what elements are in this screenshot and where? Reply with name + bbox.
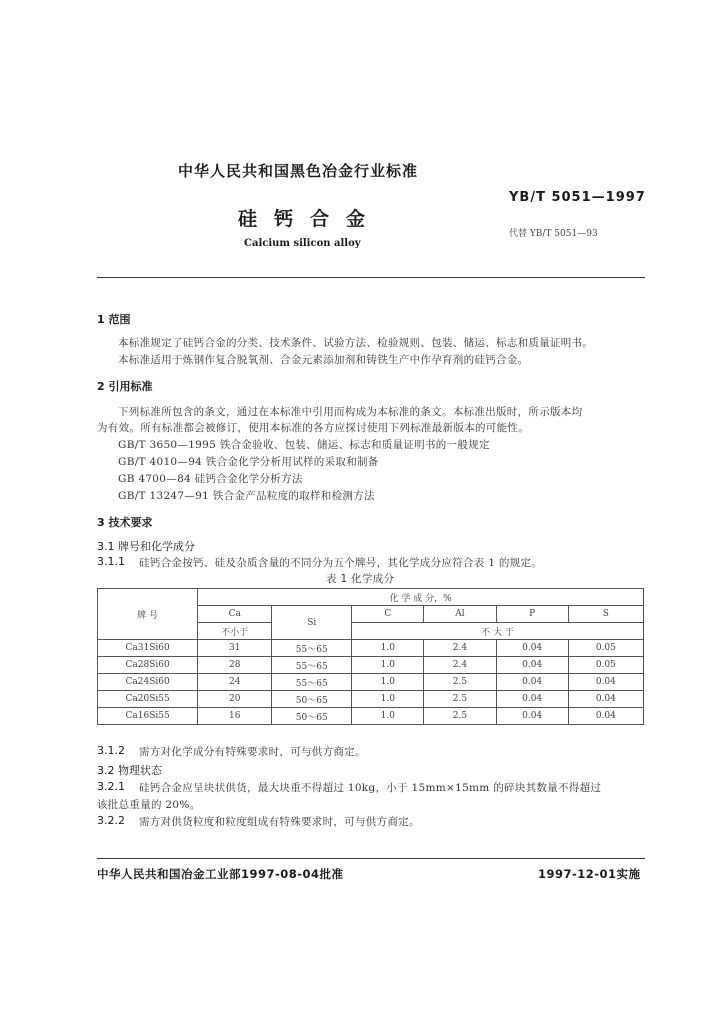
column-header-si: Si [272,606,352,640]
s-cell: 0.04 [568,708,643,725]
section-1-paragraph-2: 本标准适用于炼钢作复合脱氧剂、合金元素添加剂和铸铁生产中作孕育剂的硅钙合金。 [118,354,529,366]
standard-number: YB/T 5051—1997 [509,190,646,205]
grade-cell: Ca28Si60 [98,657,198,674]
grade-cell: Ca16Si55 [98,708,198,725]
ca-cell: 24 [198,674,272,691]
p-cell: 0.04 [496,674,568,691]
c-cell: 1.0 [352,691,424,708]
grade-cell: Ca31Si60 [98,640,198,657]
al-cell: 2.5 [424,708,496,725]
ca-cell: 28 [198,657,272,674]
s-cell: 0.05 [568,657,643,674]
c-cell: 1.0 [352,657,424,674]
reference-item: GB/T 13247—91 铁合金产品粒度的取样和检测方法 [118,490,375,502]
al-cell: 2.5 [424,691,496,708]
issuing-organization: 中华人民共和国黑色冶金行业标准 [178,162,419,180]
section-1-paragraph-1: 本标准规定了硅钙合金的分类、技术条件、试验方法、检验规则、包装、储运、标志和质量证明书。 [118,337,594,349]
table-row [98,691,644,708]
clause-3-2-2-text: 需方对供货粒度和粒度组成有特殊要求时，可与供方商定。 [139,816,420,828]
effective-date: 1997-12-01实施 [538,867,641,881]
section-3-2-heading: 3.2 物理状态 [97,764,162,777]
section-1-heading: 1 范围 [97,313,131,326]
c-cell: 1.0 [352,674,424,691]
reference-item: GB 4700—84 硅钙合金化学分析方法 [118,473,303,485]
c-cell: 1.0 [352,708,424,725]
grade-header: 牌 号 [98,589,198,640]
si-cell: 55～65 [272,640,352,657]
clause-3-1-2-number: 3.1.2 [97,744,125,757]
column-header-al: Al [424,606,496,623]
ca-cell: 20 [198,691,272,708]
clause-3-2-1-number: 3.2.1 [97,780,125,793]
chemical-composition-table [97,588,644,725]
reference-item: GB/T 4010—94 铁合金化学分析用试样的采取和制备 [118,456,379,468]
footer-divider [97,858,645,859]
p-cell: 0.04 [496,640,568,657]
s-cell: 0.04 [568,674,643,691]
column-header-p: P [496,606,568,623]
clause-3-2-1-text-line-2: 该批总重量的 20%。 [97,799,201,811]
si-cell: 55～65 [272,657,352,674]
p-cell: 0.04 [496,657,568,674]
clause-3-1-1-number: 3.1.1 [97,555,125,568]
p-cell: 0.04 [496,708,568,725]
ca-cell: 31 [198,640,272,657]
not-less-label: 不小于 [198,623,272,640]
approval-date: 中华人民共和国冶金工业部1997-08-04批准 [97,867,344,881]
section-2-heading: 2 引用标准 [97,380,153,393]
title-chinese: 硅钙合金 [238,208,383,230]
title-english: Calcium silicon alloy [244,238,361,249]
table-row [98,640,644,657]
table-row [98,708,644,725]
al-cell: 2.4 [424,640,496,657]
al-cell: 2.4 [424,657,496,674]
section-2-paragraph-line-1: 下列标准所包含的条文，通过在本标准中引用而构成为本标准的条文。本标准出版时，所示版本均 [118,406,583,418]
composition-header: 化 学 成 分，% [198,589,644,606]
header-divider [97,277,645,278]
clause-3-2-1-text-line-1: 硅钙合金应呈块状供货，最大块重不得超过 10kg，小于 15mm×15mm 的碎块其数量不得超过 [139,782,602,794]
replaces-standard: 代替 YB/T 5051—93 [509,229,598,239]
section-3-1-heading: 3.1 牌号和化学成分 [97,540,195,553]
si-cell: 50～65 [272,708,352,725]
column-header-s: S [568,606,643,623]
clause-3-1-1-text: 硅钙合金按钙、硅及杂质含量的不同分为五个牌号，其化学成分应符合表 1 的规定。 [139,557,543,569]
column-header-ca: Ca [198,606,272,623]
s-cell: 0.04 [568,691,643,708]
c-cell: 1.0 [352,640,424,657]
grade-cell: Ca20Si55 [98,691,198,708]
not-more-label: 不 大 于 [352,623,644,640]
ca-cell: 16 [198,708,272,725]
section-3-heading: 3 技术要求 [97,516,153,529]
grade-cell: Ca24Si60 [98,674,198,691]
p-cell: 0.04 [496,691,568,708]
s-cell: 0.05 [568,640,643,657]
column-header-c: C [352,606,424,623]
si-cell: 50～65 [272,691,352,708]
table-row [98,674,644,691]
table-row [98,657,644,674]
clause-3-1-2-text: 需方对化学成分有特殊要求时，可与供方商定。 [139,746,366,758]
al-cell: 2.5 [424,674,496,691]
section-2-paragraph-line-2: 为有效。所有标准都会被修订，使用本标准的各方应探讨使用下列标准最新版本的可能性。 [97,422,529,434]
si-cell: 55～65 [272,674,352,691]
reference-item: GB/T 3650—1995 铁合金验收、包装、储运、标志和质量证明书的一般规定 [118,439,490,451]
clause-3-2-2-number: 3.2.2 [97,814,125,827]
table-caption: 表 1 化学成分 [326,573,395,585]
